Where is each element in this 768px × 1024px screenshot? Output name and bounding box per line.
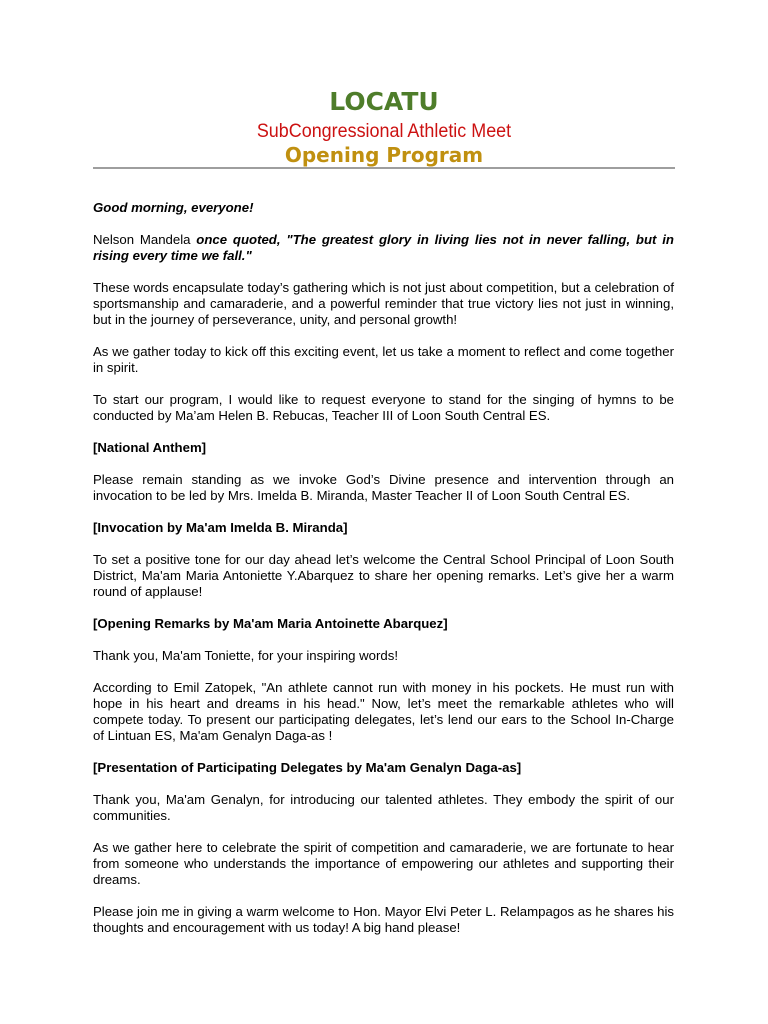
paragraph: Thank you, Ma'am Toniette, for your inspiring words! bbox=[93, 648, 398, 663]
paragraph: As we gather here to celebrate the spirit of competition and camaraderie, we are fortunate to hear from someone who understands the importance of empowering our athletes and supporting their dreams. bbox=[93, 840, 674, 887]
quote-text: once quoted, "The greatest glory in living lies not in never falling, but in rising every time we fall." bbox=[93, 232, 674, 263]
paragraph: According to Emil Zatopek, "An athlete cannot run with money in his pockets. He must run with hope in his heart and dreams in his head." Now, let’s meet the remarkable athletes who will compete today. To present our participating delegates, let’s lend our ears to the School In-Charge of Lintuan ES, Ma'am Genalyn Daga-as ! bbox=[93, 680, 674, 743]
program-cue: [Invocation by Ma'am Imelda B. Miranda] bbox=[93, 520, 348, 535]
paragraph-mandela-quote bbox=[93, 232, 674, 264]
paragraph: To set a positive tone for our day ahead let’s welcome the Central School Principal of Loon South District, Ma'am Maria Antoniette Y.Abarquez to share her opening remarks. Let’s give her a warm round of applause! bbox=[93, 552, 674, 599]
paragraph: These words encapsulate today’s gathering which is not just about competition, but a celebration of sportsmanship and camaraderie, and a powerful reminder that true victory lies not just in winning, but in the journey of perseverance, unity, and personal growth! bbox=[93, 280, 674, 327]
quote-intro: Nelson Mandela bbox=[93, 232, 197, 247]
paragraph: As we gather today to kick off this exciting event, let us take a moment to reflect and come together in spirit. bbox=[93, 344, 674, 375]
document-header bbox=[93, 86, 675, 168]
page-title: LOCATU bbox=[329, 87, 439, 116]
header-divider bbox=[93, 167, 675, 169]
program-cue: [Opening Remarks by Ma'am Maria Antoinette Abarquez] bbox=[93, 616, 448, 631]
program-cue: [Presentation of Participating Delegates by Ma'am Genalyn Daga-as] bbox=[93, 760, 522, 775]
paragraph: Please join me in giving a warm welcome to Hon. Mayor Elvi Peter L. Relampagos as he shares his thoughts and encouragement with us today! A big hand please! bbox=[93, 904, 674, 935]
program-heading: Opening Program bbox=[284, 143, 484, 167]
program-cue: [National Anthem] bbox=[93, 440, 207, 455]
paragraph: Thank you, Ma'am Genalyn, for introducing our talented athletes. They embody the spirit of our communities. bbox=[93, 792, 674, 823]
paragraph: To start our program, I would like to request everyone to stand for the singing of hymns to be conducted by Ma’am Helen B. Rebucas, Teacher III of Loon South Central ES. bbox=[93, 392, 674, 423]
greeting: Good morning, everyone! bbox=[93, 200, 254, 215]
event-subtitle: SubCongressional Athletic Meet bbox=[256, 120, 512, 142]
document-body bbox=[93, 200, 674, 952]
paragraph: Please remain standing as we invoke God’s Divine presence and intervention through an invocation to be led by Mrs. Imelda B. Miranda, Master Teacher II of Loon South Central ES. bbox=[93, 472, 674, 503]
